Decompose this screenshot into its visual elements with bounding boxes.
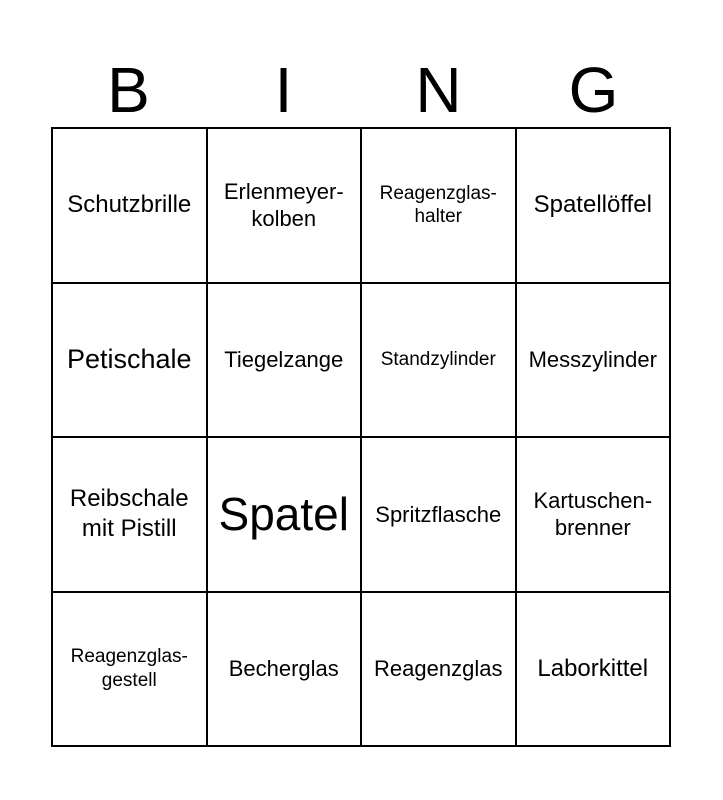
- bingo-cell[interactable]: [208, 438, 363, 593]
- bingo-cell[interactable]: [362, 438, 517, 593]
- cell-text: Schutzbrille: [67, 191, 192, 219]
- bingo-cell[interactable]: [208, 129, 363, 284]
- bingo-cell[interactable]: [517, 438, 672, 593]
- bingo-cell[interactable]: [208, 284, 363, 439]
- bingo-cell[interactable]: [517, 593, 672, 748]
- cell-text: Kartuschen- brenner: [533, 487, 653, 541]
- bingo-header: [51, 52, 671, 128]
- bingo-cell[interactable]: [53, 284, 208, 439]
- bingo-board: [51, 127, 671, 747]
- header-letter-b: B: [107, 54, 150, 126]
- header-letter-i: I: [274, 54, 293, 126]
- bingo-cell[interactable]: [517, 129, 672, 284]
- cell-text: Reagenzglas- gestell: [70, 646, 188, 691]
- bingo-cell[interactable]: [362, 284, 517, 439]
- cell-text: Standzylinder: [380, 348, 496, 370]
- cell-text: Petischale: [66, 343, 192, 374]
- bingo-cell[interactable]: [517, 284, 672, 439]
- cell-text: Messzylinder: [528, 347, 657, 372]
- header-letter-g: G: [568, 54, 619, 126]
- cell-text: Becherglas: [228, 656, 339, 681]
- bingo-cell[interactable]: [53, 593, 208, 748]
- cell-text: Reibschale mit Pistill: [69, 485, 189, 543]
- cell-text: Erlenmeyer- kolben: [223, 178, 344, 232]
- cell-text: Laborkittel: [537, 654, 649, 682]
- bingo-cell[interactable]: [362, 129, 517, 284]
- cell-text: Spritzflasche: [375, 501, 502, 527]
- bingo-cell[interactable]: [53, 438, 208, 593]
- cell-text: Reagenzglas: [374, 656, 503, 681]
- header-letter-n: N: [415, 54, 462, 126]
- cell-text: Tiegelzange: [224, 347, 344, 372]
- bingo-cell[interactable]: [362, 593, 517, 748]
- bingo-cell[interactable]: [53, 129, 208, 284]
- cell-text: Reagenzglas- halter: [379, 182, 497, 228]
- bingo-cell[interactable]: [208, 593, 363, 748]
- cell-text: Spatel: [218, 487, 349, 540]
- cell-text: Spatellöffel: [533, 191, 652, 219]
